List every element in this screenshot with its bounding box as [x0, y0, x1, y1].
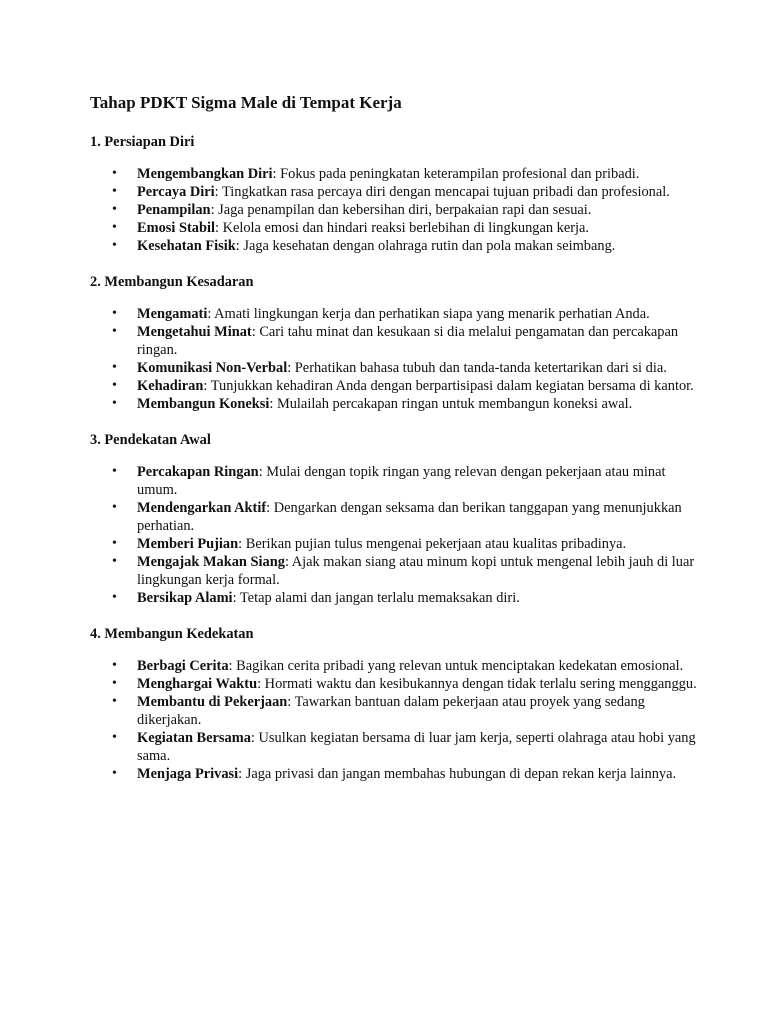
item-text: : Usulkan kegiatan bersama di luar jam kerja, seperti olahraga atau hobi yang sama.	[137, 730, 696, 764]
bullet-list	[90, 463, 708, 607]
bullet-list	[90, 657, 708, 783]
item-text: : Mulai dengan topik ringan yang relevan dengan pekerjaan atau minat umum.	[137, 464, 666, 498]
list-item	[90, 765, 708, 783]
list-item	[90, 675, 708, 693]
list-item	[90, 377, 708, 395]
item-term: Kegiatan Bersama	[137, 730, 251, 746]
item-text: : Amati lingkungan kerja dan perhatikan siapa yang menarik perhatian Anda.	[207, 306, 650, 322]
section-heading: 4. Membangun Kedekatan	[90, 626, 254, 642]
item-term: Menghargai Waktu	[137, 676, 258, 692]
list-item	[90, 499, 708, 535]
item-term: Komunikasi Non-Verbal	[137, 360, 288, 376]
item-term: Berbagi Cerita	[137, 658, 229, 674]
section-heading: 1. Persiapan Diri	[90, 134, 195, 150]
item-term: Membangun Koneksi	[137, 396, 270, 412]
list-item	[90, 305, 708, 323]
item-term: Percakapan Ringan	[137, 464, 259, 480]
item-term: Mengetahui Minat	[137, 324, 252, 340]
list-item	[90, 359, 708, 377]
section-pendekatan-awal	[90, 431, 708, 607]
section-membangun-kesadaran	[90, 273, 708, 413]
item-text: : Tingkatkan rasa percaya diri dengan mencapai tujuan pribadi dan profesional.	[214, 184, 670, 200]
list-item	[90, 183, 708, 201]
item-term: Mengamati	[137, 306, 208, 322]
section-persiapan-diri	[90, 133, 708, 255]
item-text: : Cari tahu minat dan kesukaan si dia melalui pengamatan dan percakapan ringan.	[137, 324, 679, 358]
item-text: : Ajak makan siang atau minum kopi untuk mengenal lebih jauh di luar lingkungan kerja formal.	[137, 554, 695, 588]
section-heading: 3. Pendekatan Awal	[90, 432, 211, 448]
list-item	[90, 395, 708, 413]
item-term: Emosi Stabil	[137, 220, 215, 236]
list-item	[90, 589, 708, 607]
bullet-list	[90, 305, 708, 413]
item-term: Kesehatan Fisik	[137, 238, 236, 254]
item-text: : Perhatikan bahasa tubuh dan tanda-tanda ketertarikan dari si dia.	[287, 360, 667, 376]
list-item	[90, 323, 708, 359]
document-title: Tahap PDKT Sigma Male di Tempat Kerja	[90, 93, 402, 112]
item-term: Penampilan	[137, 202, 211, 218]
section-heading: 2. Membangun Kesadaran	[90, 274, 254, 290]
item-term: Percaya Diri	[137, 184, 215, 200]
item-term: Menjaga Privasi	[137, 766, 239, 782]
bullet-list	[90, 165, 708, 255]
item-text: : Berikan pujian tulus mengenai pekerjaan atau kualitas pribadinya.	[238, 536, 627, 552]
item-text: : Hormati waktu dan kesibukannya dengan tidak terlalu sering mengganggu.	[257, 676, 697, 692]
item-text: : Jaga kesehatan dengan olahraga rutin dan pola makan seimbang.	[235, 238, 616, 254]
item-text: : Dengarkan dengan seksama dan berikan tanggapan yang menunjukkan perhatian.	[137, 500, 682, 534]
item-text: : Jaga penampilan dan kebersihan diri, berpakaian rapi dan sesuai.	[210, 202, 592, 218]
item-text: : Kelola emosi dan hindari reaksi berlebihan di lingkungan kerja.	[214, 220, 590, 236]
section-membangun-kedekatan	[90, 625, 708, 783]
item-term: Membantu di Pekerjaan	[137, 694, 288, 710]
item-text: : Tetap alami dan jangan terlalu memaksakan diri.	[232, 590, 520, 606]
list-item	[90, 165, 708, 183]
list-item	[90, 657, 708, 675]
item-text: : Mulailah percakapan ringan untuk membangun koneksi awal.	[269, 396, 633, 412]
item-term: Mengajak Makan Siang	[137, 554, 285, 570]
item-text: : Fokus pada peningkatan keterampilan profesional dan pribadi.	[272, 166, 640, 182]
list-item	[90, 729, 708, 765]
list-item	[90, 693, 708, 729]
item-text: : Tunjukkan kehadiran Anda dengan berpartisipasi dalam kegiatan bersama di kantor.	[203, 378, 694, 394]
list-item	[90, 535, 708, 553]
list-item	[90, 553, 708, 589]
item-term: Kehadiran	[137, 378, 204, 394]
list-item	[90, 463, 708, 499]
item-term: Mengembangkan Diri	[137, 166, 273, 182]
item-term: Bersikap Alami	[137, 590, 233, 606]
list-item	[90, 237, 708, 255]
list-item	[90, 219, 708, 237]
item-term: Memberi Pujian	[137, 536, 239, 552]
item-text: : Tawarkan bantuan dalam pekerjaan atau proyek yang sedang dikerjakan.	[137, 694, 645, 728]
item-text: : Jaga privasi dan jangan membahas hubungan di depan rekan kerja lainnya.	[238, 766, 677, 782]
item-term: Mendengarkan Aktif	[137, 500, 267, 516]
item-text: : Bagikan cerita pribadi yang relevan untuk menciptakan kedekatan emosional.	[228, 658, 684, 674]
list-item	[90, 201, 708, 219]
